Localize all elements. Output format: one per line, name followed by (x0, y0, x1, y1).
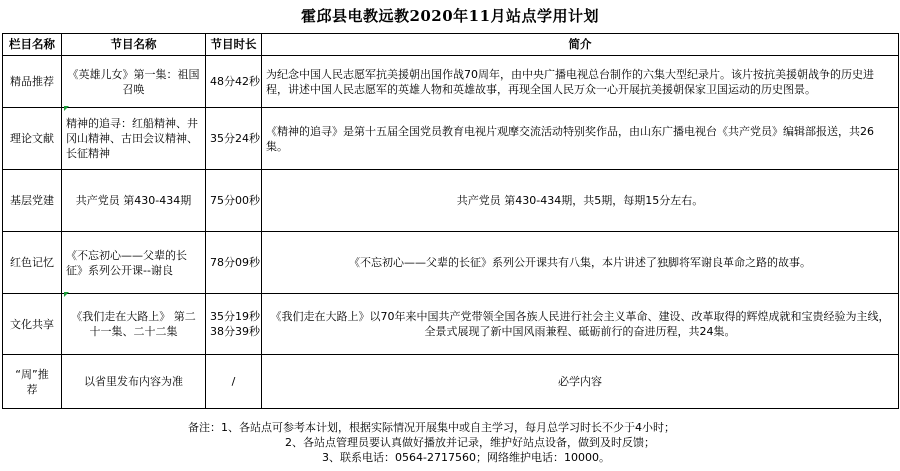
duration-cell[interactable]: 75分00秒 (206, 170, 262, 232)
plan-table (2, 33, 899, 409)
intro-cell[interactable]: 《我们走在大路上》以70年来中国共产党带领全国各族人民进行社会主义革命、建设、改革取得的辉煌成就和宝贵经验为主线，全景式展现了新中国风雨兼程、砥砺前行的奋进历程，共24集。 (262, 294, 899, 355)
program-cell[interactable]: 《不忘初心——父辈的长征》系列公开课--谢良 (62, 232, 206, 294)
note-line: 3、联系电话：0564-2717560；网络维护电话：10000。 (322, 451, 610, 464)
header-intro[interactable]: 简介 (262, 34, 899, 56)
section-cell[interactable]: 文化共享 (3, 294, 62, 355)
program-cell[interactable]: 《我们走在大路上》 第二十一集、二十二集 (62, 294, 206, 355)
table-row (3, 170, 899, 232)
duration-cell[interactable] (206, 294, 262, 355)
program-cell[interactable]: 共产党员 第430-434期 (62, 170, 206, 232)
intro-cell[interactable]: 必学内容 (262, 355, 899, 409)
section-line: “周”推 (15, 367, 49, 381)
intro-cell[interactable]: 共产党员 第430-434期，共5期，每期15分左右。 (262, 170, 899, 232)
table-row (3, 232, 899, 294)
section-cell[interactable] (3, 355, 62, 409)
section-cell[interactable]: 红色记忆 (3, 232, 62, 294)
note-line: 2、各站点管理员要认真做好播放并记录，维护好站点设备，做到及时反馈； (285, 436, 655, 449)
intro-cell[interactable]: 《精神的追寻》是第十五届全国党员教育电视片观摩交流活动特别奖作品，由山东广播电视台《共产党员》编辑部报送，共26集。 (262, 108, 899, 170)
table-row (3, 56, 899, 108)
intro-cell[interactable]: 为纪念中国人民志愿军抗美援朝出国作战70周年，由中央广播电视总台制作的六集大型纪录片。该片按抗美援朝战争的历史进程，讲述中国人民志愿军的英雄人物和英雄故事，再现全国人民万众一心开展抗美援朝保家卫国运动的历史图景。 (262, 56, 899, 108)
section-cell[interactable]: 基层党建 (3, 170, 62, 232)
table-row (3, 355, 899, 409)
duration-line: 35分19秒 (210, 310, 260, 323)
page-title: 霍邱县电教远教2020年11月站点学用计划 (300, 7, 600, 25)
section-cell[interactable]: 理论文献 (3, 108, 62, 170)
header-duration[interactable]: 节目时长 (206, 34, 262, 56)
intro-cell[interactable]: 《不忘初心——父辈的长征》系列公开课共有八集，本片讲述了独脚将军谢良革命之路的故事。 (262, 232, 899, 294)
table-header-row (3, 34, 899, 56)
header-section[interactable]: 栏目名称 (3, 34, 62, 56)
program-cell[interactable]: 以省里发布内容为准 (62, 355, 206, 409)
header-program[interactable]: 节目名称 (62, 34, 206, 56)
table-row (3, 108, 899, 170)
duration-cell[interactable]: / (206, 355, 262, 409)
duration-line: 38分39秒 (210, 325, 260, 338)
duration-cell[interactable]: 48分42秒 (206, 56, 262, 108)
section-line: 荐 (26, 382, 38, 396)
section-cell[interactable]: 精品推荐 (3, 56, 62, 108)
duration-cell[interactable]: 35分24秒 (206, 108, 262, 170)
program-cell[interactable]: 《英雄儿女》第一集：祖国召唤 (62, 56, 206, 108)
note-line: 备注：1、各站点可参考本计划，根据实际情况开展集中或自主学习，每月总学习时长不少于4小时； (188, 421, 675, 434)
cell-comment-marker-icon (64, 106, 69, 111)
cell-comment-marker-icon (64, 292, 69, 297)
duration-cell[interactable]: 78分09秒 (206, 232, 262, 294)
table-row (3, 294, 899, 355)
program-cell[interactable]: 精神的追寻：红船精神、井冈山精神、古田会议精神、长征精神 (62, 108, 206, 170)
